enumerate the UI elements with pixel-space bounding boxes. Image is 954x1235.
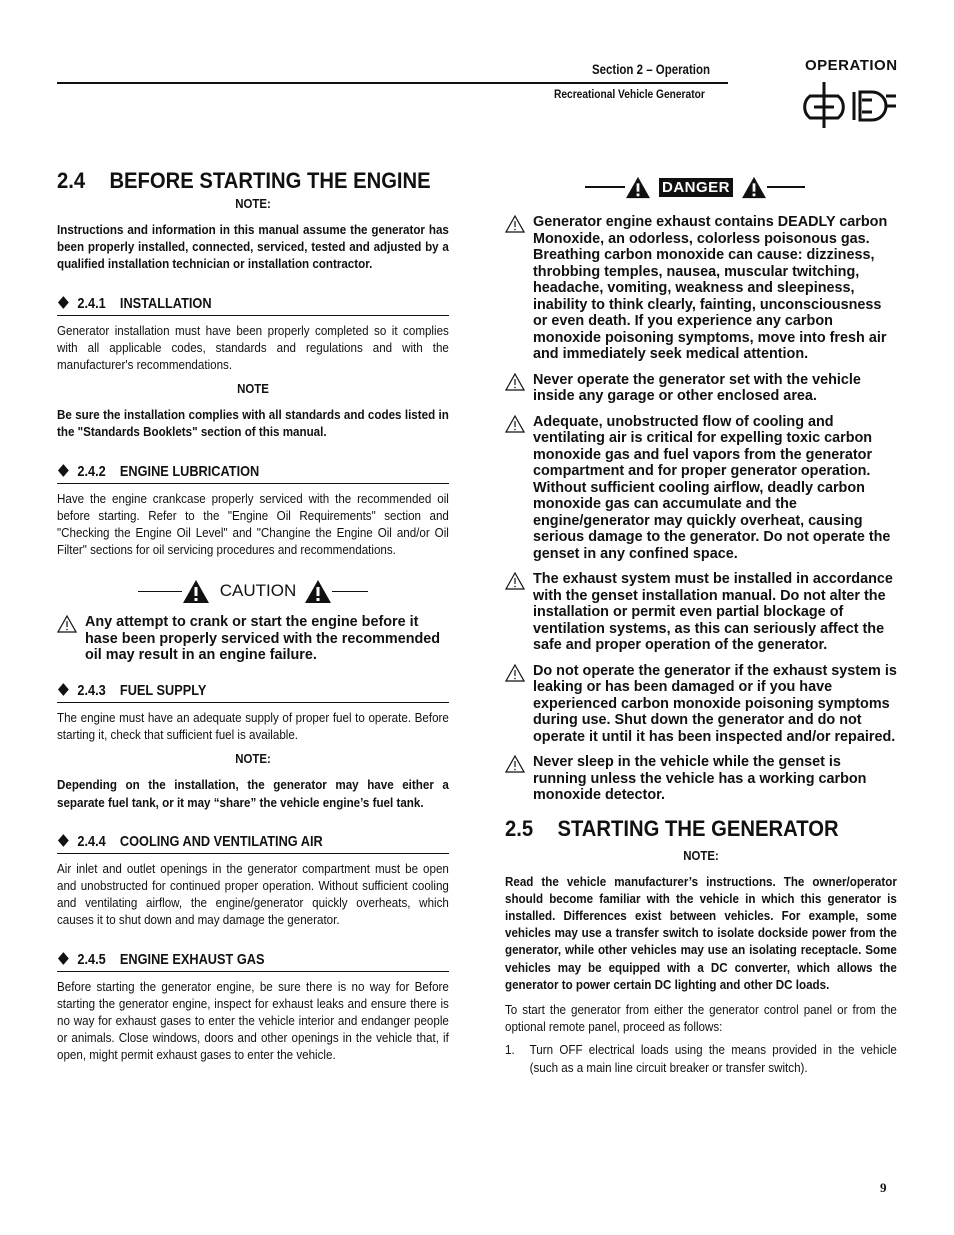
page-number: 9	[880, 1180, 887, 1195]
left-column	[57, 168, 449, 1064]
diamond-bullet-icon	[58, 464, 69, 477]
warning-triangle-icon	[625, 176, 651, 199]
caution-banner	[57, 576, 449, 606]
header-section: Section 2 – Operation	[592, 62, 710, 77]
right-column	[505, 172, 897, 1076]
danger-item: Do not operate the generator if the exhaust system is leaking or has been damaged or if you have experienced carbon monoxide poisoning symptoms during use. Shut down the generator and do not operate it until it has been inspected and/or repaired.	[505, 663, 897, 746]
subsection-2-4-1: 2.4.1 INSTALLATION	[57, 295, 449, 316]
subsection-2-4-4: 2.4.4 COOLING AND VENTILATING AIR	[57, 833, 449, 854]
diamond-bullet-icon	[58, 296, 69, 309]
alert-triangle-icon	[505, 664, 525, 682]
danger-list	[505, 214, 897, 804]
danger-item: Generator engine exhaust contains DEADLY carbon Monoxide, an odorless, colorless poisonous gas. Breathing carbon monoxide can cause: dizziness, throbbing temples, nausea, muscular twitching, headache, vomiting, weakness and sleepiness, inability to think clearly, fainting, unconsciousness or even death. If you experience any carbon monoxide poisoning symptoms, move into fresh air and immediately seek medical attention.	[505, 214, 897, 363]
cooling-text: Air inlet and outlet openings in the generator compartment must be open and unobstructed for continued proper operation. Without sufficient cooling and ventilating airflow, the engine/generator quickly overheats, which causes it to shut down and may damage the generator.	[57, 860, 449, 928]
header-rule	[57, 82, 728, 84]
danger-item: Never operate the generator set with the vehicle inside any garage or other enclosed area.	[505, 372, 897, 405]
danger-item: Adequate, unobstructed flow of cooling and ventilating air is critical for expelling toxic carbon monoxide gas and fuel vapors from the generator compartment and for proper generator operation. Without sufficient cooling airflow, deadly carbon monoxide gas can accumulate and the engine/generator may quickly overheat, causing serious damage to the generator. Do not operate the genset in any confined space.	[505, 414, 897, 563]
note-label: NOTE:	[235, 196, 271, 211]
fuel-text: The engine must have an adequate supply of proper fuel to operate. Before starting it, check that sufficient fuel is available.	[57, 709, 449, 743]
note-label: NOTE	[237, 381, 269, 397]
note-label: NOTE:	[235, 751, 271, 767]
note-text: Be sure the installation complies with all standards and codes listed in the "Standards Booklets" section of this manual.	[57, 407, 449, 440]
section-2-5-heading: 2.5 STARTING THE GENERATOR	[505, 815, 839, 841]
alert-triangle-icon	[505, 373, 525, 391]
subsection-2-4-5: 2.4.5 ENGINE EXHAUST GAS	[57, 951, 449, 972]
operation-badge: OPERATION	[805, 57, 898, 74]
danger-item: The exhaust system must be installed in accordance with the genset installation manual. Do not alter the installation or permit even partial blockage of ventilation systems, as this can seriously affect the safe and proper operation of the generator.	[505, 571, 897, 654]
danger-banner	[505, 172, 897, 202]
alert-triangle-icon	[505, 215, 525, 233]
alert-triangle-icon	[505, 572, 525, 590]
note-text: Instructions and information in this manual assume the generator has been properly installed, connected, serviced, tested and adjusted by a qualified installation technician or installation contractor.	[57, 222, 449, 272]
diamond-bullet-icon	[58, 952, 69, 965]
plug-icon	[800, 76, 900, 137]
installation-text: Generator installation must have been properly completed so it complies with all applicable codes, standards and regulations and with the manufacturer's recommendations.	[57, 322, 449, 373]
subsection-2-4-2: 2.4.2 ENGINE LUBRICATION	[57, 463, 449, 484]
steps-list	[505, 1041, 897, 1075]
start-intro: To start the generator from either the generator control panel or from the optional remote panel, proceed as follows:	[505, 1001, 897, 1035]
lubrication-text: Have the engine crankcase properly serviced with the recommended oil before starting. Refer to the "Engine Oil Requirements" section and "Checking the Engine Oil Level" and "Changine the Engine Oil and/or Oil Filter" sections for oil servicing procedures and recommendations.	[57, 490, 449, 558]
note-text: Read the vehicle manufacturer’s instructions. The owner/operator should become familiar with the vehicle in which this generator is installed. Differences exist between vehicles. For example, some vehicles may use a transfer switch to isolate dockside power from the generator, while other vehicles may use an isolating receptacle. Some vehicles may be equipped with a DC converter, which allows the generator to power certain DC lighting and other DC loads.	[505, 873, 897, 992]
danger-item: Never sleep in the vehicle while the genset is running unless the vehicle has a working carbon monoxide detector.	[505, 754, 897, 804]
exhaust-text: Before starting the generator engine, be sure there is no way for Before starting the generator engine, inspect for exhaust leaks and ensure there is no way for exhaust gases to enter the vehicle interior and endanger people or animals. Close windows, doors and other openings in the vehicle that, if open, might permit exhaust gases to enter the vehicle.	[57, 978, 449, 1063]
subsection-2-4-3: 2.4.3 FUEL SUPPLY	[57, 682, 449, 703]
warning-triangle-icon	[304, 579, 332, 604]
note-label: NOTE:	[683, 847, 719, 863]
alert-triangle-icon	[505, 755, 525, 773]
caution-label: CAUTION	[219, 581, 297, 601]
section-2-4-heading: 2.4 BEFORE STARTING THE ENGINE	[57, 168, 431, 193]
alert-triangle-icon	[505, 415, 525, 433]
diamond-bullet-icon	[58, 683, 69, 696]
danger-label: DANGER	[659, 178, 733, 197]
alert-triangle-icon	[57, 615, 77, 633]
caution-item: Any attempt to crank or start the engine before it hase been properly serviced with the recommended oil may result in an engine failure.	[57, 614, 449, 664]
diamond-bullet-icon	[58, 834, 69, 847]
header-subtitle: Recreational Vehicle Generator	[554, 87, 705, 101]
warning-triangle-icon	[741, 176, 767, 199]
note-text: Depending on the installation, the generator may have either a separate fuel tank, or it may “share” the vehicle engine’s fuel tank.	[57, 777, 449, 810]
list-item: 1. Turn OFF electrical loads using the means provided in the vehicle (such as a main line circuit breaker or transfer switch).	[505, 1042, 897, 1075]
warning-triangle-icon	[182, 579, 210, 604]
